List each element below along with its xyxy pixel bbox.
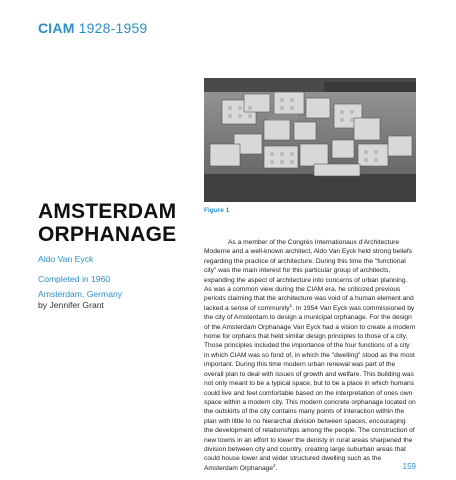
figure-caption: Figure 1 [204,207,230,214]
article-title: AMSTERDAM ORPHANAGE [38,200,177,246]
section-years: 1928-1959 [78,20,148,36]
footnote-2: 2 [273,462,276,468]
location: Amsterdam, Germany [38,289,123,299]
author-byline: by Jennifer Grant [38,300,104,310]
article-body [204,238,416,473]
page-number: 159 [402,462,416,471]
body-text-part-2: . In 1954 Van Eyck was commissioned by the city of Amsterdam to design a municipal orphanage. For the design of the Amsterdam Orphanage Van Eyck had a vision to create a modern home for orphans that held similar design principles to those of a city. Those principles included the importance of the four functions of a city in which CIAM was so fond of, in which the "dwelling" stood as the most important. During this time modern urban renewal was part of the overall plan to deal with issues of growth and welfare. This building was not only meant to be a typical space, but to be a place in which humans could live and feel comfortable based on the interpretation of ones own space within a modern city. This modern concrete orphanage located on the outskirts of the city contains many points of interaction within the plan with little to no hierarchal division between spaces, encouraging the development of relationships among the people. The construction of new towns in an effort to lower the denisty in rural areas sharpened the division between city and country, creating large suburban areas that could house lower and wider structured dwelling such as the Amsterdam Orphanage [204,304,416,472]
footnote-1: 1 [289,302,293,308]
completion-date: Completed in 1960 [38,274,111,284]
body-text-part-3: . [275,464,278,472]
section-name: CIAM [38,20,75,36]
section-header [38,20,147,36]
orphanage-aerial-photo [204,78,416,202]
body-text-part-1: As a member of the Congrès Internationaux d'Architecture Moderne and a well-known architect, Aldo Van Eyck held strong beliefs regarding the practice of architecture. During this time the "functional city" was the main interest for this particular group of architects, expanding the aspect of architecture into concerns of urban planning. As was a common view during the CIAM era, he criticized previous periods claiming that the architecture was void of a human element and lacked a sense of community [204,239,414,312]
architect-name: Aldo Van Eyck [38,254,94,264]
